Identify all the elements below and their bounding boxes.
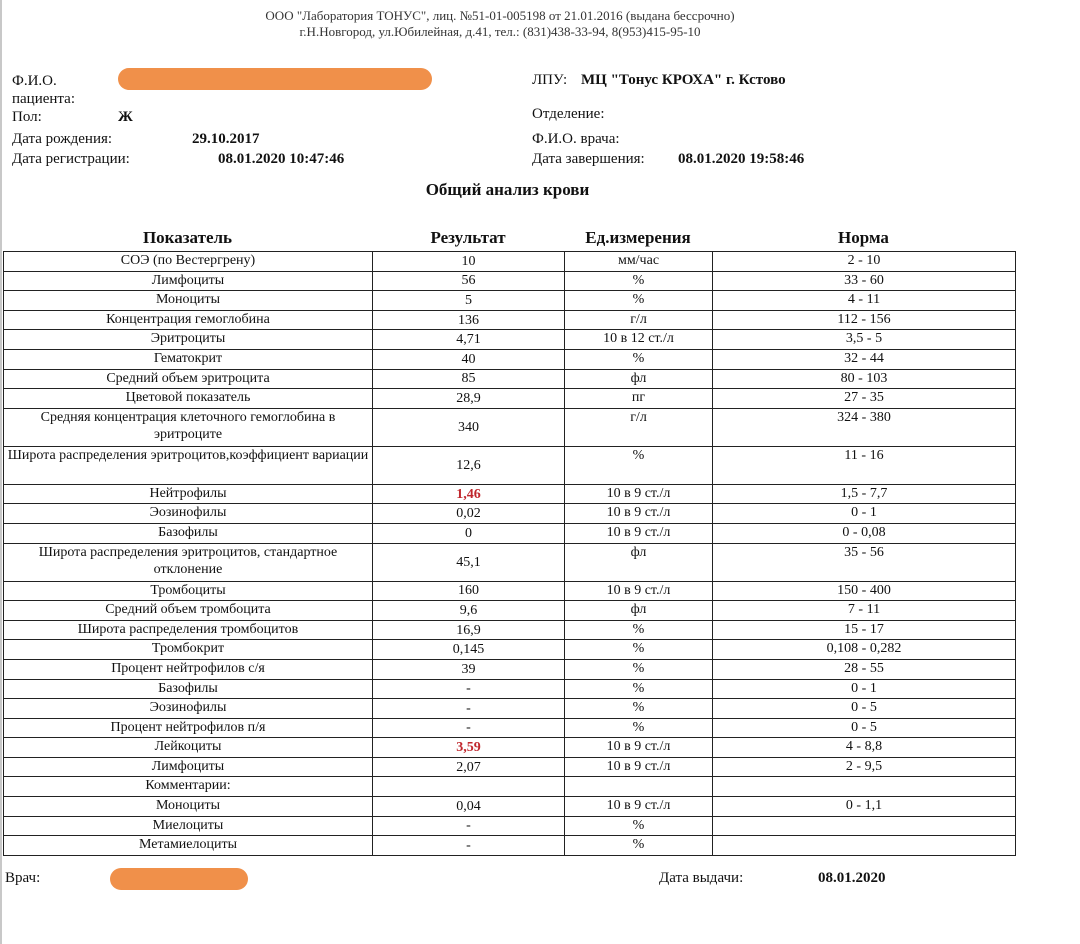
unit-cell: % xyxy=(565,718,713,738)
unit-cell: % xyxy=(565,271,713,291)
result-cell: 2,07 xyxy=(373,757,565,777)
report-title: Общий анализ крови xyxy=(425,180,590,199)
indicator-cell: Средняя концентрация клеточного гемоглобина в эритроците xyxy=(4,408,373,446)
norm-cell: 3,5 - 5 xyxy=(713,330,1016,350)
result-cell: 40 xyxy=(373,349,565,369)
indicator-cell: Средний объем эритроцита xyxy=(4,369,373,389)
page-edge xyxy=(0,0,2,944)
result-cell: 0,145 xyxy=(373,640,565,660)
patient-name-label: Ф.И.О. пациента: xyxy=(12,73,75,107)
results-table xyxy=(3,251,1016,856)
lpu-label: ЛПУ: xyxy=(532,72,568,88)
indicator-cell: Базофилы xyxy=(4,523,373,543)
table-row xyxy=(4,543,1016,581)
unit-cell: фл xyxy=(565,543,713,581)
norm-cell: 0 - 5 xyxy=(713,699,1016,719)
unit-cell: % xyxy=(565,699,713,719)
table-row xyxy=(4,620,1016,640)
indicator-cell: Гематокрит xyxy=(4,349,373,369)
result-cell: - xyxy=(373,816,565,836)
indicator-cell: Моноциты xyxy=(4,291,373,311)
indicator-cell: Широта распределения тромбоцитов xyxy=(4,620,373,640)
unit-cell: % xyxy=(565,446,713,484)
result-cell: - xyxy=(373,699,565,719)
norm-cell: 32 - 44 xyxy=(713,349,1016,369)
result-cell: 39 xyxy=(373,659,565,679)
norm-cell: 27 - 35 xyxy=(713,389,1016,409)
indicator-cell: Комментарии: xyxy=(4,777,373,797)
completion-label: Дата завершения: xyxy=(532,151,645,167)
issue-date-value: 08.01.2020 xyxy=(818,870,886,886)
norm-cell: 0 - 0,08 xyxy=(713,523,1016,543)
department-label: Отделение: xyxy=(532,106,605,122)
indicator-cell: Базофилы xyxy=(4,679,373,699)
result-cell: 85 xyxy=(373,369,565,389)
column-header-norm: Норма xyxy=(838,228,889,247)
result-cell: - xyxy=(373,718,565,738)
indicator-cell: Лимфоциты xyxy=(4,271,373,291)
result-cell xyxy=(373,777,565,797)
table-row xyxy=(4,369,1016,389)
table-row xyxy=(4,699,1016,719)
dob-value: 29.10.2017 xyxy=(192,131,260,147)
norm-cell: 33 - 60 xyxy=(713,271,1016,291)
unit-cell: 10 в 12 ст./л xyxy=(565,330,713,350)
norm-cell xyxy=(713,816,1016,836)
table-row xyxy=(4,504,1016,524)
column-header-result: Результат xyxy=(430,228,506,247)
unit-cell: % xyxy=(565,349,713,369)
table-row xyxy=(4,446,1016,484)
redacted-patient-name xyxy=(118,68,432,90)
table-row xyxy=(4,291,1016,311)
result-cell: 136 xyxy=(373,310,565,330)
result-cell: - xyxy=(373,679,565,699)
norm-cell: 11 - 16 xyxy=(713,446,1016,484)
unit-cell: 10 в 9 ст./л xyxy=(565,738,713,758)
norm-cell: 324 - 380 xyxy=(713,408,1016,446)
norm-cell: 0 - 5 xyxy=(713,718,1016,738)
indicator-cell: Тромбокрит xyxy=(4,640,373,660)
result-cell: 3,59 xyxy=(373,738,565,758)
table-row xyxy=(4,738,1016,758)
indicator-cell: Широта распределения эритроцитов, стандартное отклонение xyxy=(4,543,373,581)
indicator-cell: Процент нейтрофилов п/я xyxy=(4,718,373,738)
table-row xyxy=(4,777,1016,797)
unit-cell: г/л xyxy=(565,310,713,330)
unit-cell: 10 в 9 ст./л xyxy=(565,757,713,777)
indicator-cell: Тромбоциты xyxy=(4,581,373,601)
table-row xyxy=(4,797,1016,817)
indicator-cell: Лейкоциты xyxy=(4,738,373,758)
indicator-cell: Эритроциты xyxy=(4,330,373,350)
table-row xyxy=(4,330,1016,350)
norm-cell: 150 - 400 xyxy=(713,581,1016,601)
sex-value: Ж xyxy=(118,109,133,125)
norm-cell: 112 - 156 xyxy=(713,310,1016,330)
norm-cell xyxy=(713,777,1016,797)
unit-cell: % xyxy=(565,659,713,679)
norm-cell: 0 - 1 xyxy=(713,504,1016,524)
table-row xyxy=(4,310,1016,330)
norm-cell: 4 - 11 xyxy=(713,291,1016,311)
table-row xyxy=(4,389,1016,409)
indicator-cell: Лимфоциты xyxy=(4,757,373,777)
result-cell: 45,1 xyxy=(373,543,565,581)
unit-cell: 10 в 9 ст./л xyxy=(565,523,713,543)
result-cell: 340 xyxy=(373,408,565,446)
norm-cell: 7 - 11 xyxy=(713,601,1016,621)
table-row xyxy=(4,349,1016,369)
table-row xyxy=(4,836,1016,856)
indicator-cell: Нейтрофилы xyxy=(4,484,373,504)
unit-cell: % xyxy=(565,620,713,640)
completion-value: 08.01.2020 19:58:46 xyxy=(678,151,805,167)
result-cell: 0,04 xyxy=(373,797,565,817)
lpu-value: МЦ "Тонус КРОХА" г. Кстово xyxy=(581,72,786,88)
indicator-cell: Миелоциты xyxy=(4,816,373,836)
unit-cell: 10 в 9 ст./л xyxy=(565,581,713,601)
result-cell: 4,71 xyxy=(373,330,565,350)
results-body xyxy=(4,252,1016,856)
indicator-cell: Метамиелоциты xyxy=(4,836,373,856)
result-cell: 9,6 xyxy=(373,601,565,621)
unit-cell: 10 в 9 ст./л xyxy=(565,484,713,504)
norm-cell: 0,108 - 0,282 xyxy=(713,640,1016,660)
lab-license-line: ООО "Лаборатория ТОНУС", лиц. №51-01-005198 от 21.01.2016 (выдана бессрочно) xyxy=(265,8,735,23)
result-cell: 0,02 xyxy=(373,504,565,524)
registration-value: 08.01.2020 10:47:46 xyxy=(218,151,345,167)
dob-label: Дата рождения: xyxy=(12,131,113,147)
registration-label: Дата регистрации: xyxy=(12,151,130,167)
result-cell: 1,46 xyxy=(373,484,565,504)
unit-cell: 10 в 9 ст./л xyxy=(565,797,713,817)
table-row xyxy=(4,757,1016,777)
unit-cell: % xyxy=(565,836,713,856)
indicator-cell: Процент нейтрофилов с/я xyxy=(4,659,373,679)
table-row xyxy=(4,816,1016,836)
table-row xyxy=(4,640,1016,660)
unit-cell: фл xyxy=(565,601,713,621)
unit-cell: мм/час xyxy=(565,252,713,272)
redacted-doctor-name xyxy=(110,868,248,890)
table-row xyxy=(4,271,1016,291)
norm-cell: 0 - 1,1 xyxy=(713,797,1016,817)
sex-label: Пол: xyxy=(12,109,42,125)
norm-cell: 15 - 17 xyxy=(713,620,1016,640)
column-header-indicator: Показатель xyxy=(142,228,233,247)
table-row xyxy=(4,484,1016,504)
result-cell: 10 xyxy=(373,252,565,272)
unit-cell: % xyxy=(565,640,713,660)
column-header-unit: Ед.измерения xyxy=(585,228,691,247)
result-cell: 12,6 xyxy=(373,446,565,484)
norm-cell xyxy=(713,836,1016,856)
unit-cell: г/л xyxy=(565,408,713,446)
unit-cell: % xyxy=(565,679,713,699)
norm-cell: 4 - 8,8 xyxy=(713,738,1016,758)
unit-cell: пг xyxy=(565,389,713,409)
result-cell: 16,9 xyxy=(373,620,565,640)
indicator-cell: Моноциты xyxy=(4,797,373,817)
norm-cell: 1,5 - 7,7 xyxy=(713,484,1016,504)
indicator-cell: Средний объем тромбоцита xyxy=(4,601,373,621)
indicator-cell: Эозинофилы xyxy=(4,699,373,719)
result-cell: 160 xyxy=(373,581,565,601)
unit-cell: 10 в 9 ст./л xyxy=(565,504,713,524)
result-cell: 0 xyxy=(373,523,565,543)
table-row xyxy=(4,679,1016,699)
doctor-label: Врач: xyxy=(5,870,41,886)
indicator-cell: Широта распределения эритроцитов,коэффициент вариации xyxy=(4,446,373,484)
indicator-cell: СОЭ (по Вестергрену) xyxy=(4,252,373,272)
table-row xyxy=(4,659,1016,679)
result-cell: 5 xyxy=(373,291,565,311)
norm-cell: 35 - 56 xyxy=(713,543,1016,581)
unit-cell xyxy=(565,777,713,797)
result-cell: 28,9 xyxy=(373,389,565,409)
norm-cell: 80 - 103 xyxy=(713,369,1016,389)
norm-cell: 2 - 9,5 xyxy=(713,757,1016,777)
indicator-cell: Концентрация гемоглобина xyxy=(4,310,373,330)
issue-date-label: Дата выдачи: xyxy=(659,870,744,886)
table-row xyxy=(4,718,1016,738)
unit-cell: % xyxy=(565,816,713,836)
indicator-cell: Эозинофилы xyxy=(4,504,373,524)
norm-cell: 2 - 10 xyxy=(713,252,1016,272)
table-row xyxy=(4,601,1016,621)
table-row xyxy=(4,408,1016,446)
norm-cell: 28 - 55 xyxy=(713,659,1016,679)
table-row xyxy=(4,581,1016,601)
doctor-name-label: Ф.И.О. врача: xyxy=(532,131,620,147)
lab-header xyxy=(0,8,1000,40)
table-row xyxy=(4,523,1016,543)
lab-address-line: г.Н.Новгород, ул.Юбилейная, д.41, тел.: (831)438-33-94, 8(953)415-95-10 xyxy=(299,24,701,39)
result-cell: - xyxy=(373,836,565,856)
unit-cell: фл xyxy=(565,369,713,389)
norm-cell: 0 - 1 xyxy=(713,679,1016,699)
unit-cell: % xyxy=(565,291,713,311)
table-row xyxy=(4,252,1016,272)
indicator-cell: Цветовой показатель xyxy=(4,389,373,409)
result-cell: 56 xyxy=(373,271,565,291)
